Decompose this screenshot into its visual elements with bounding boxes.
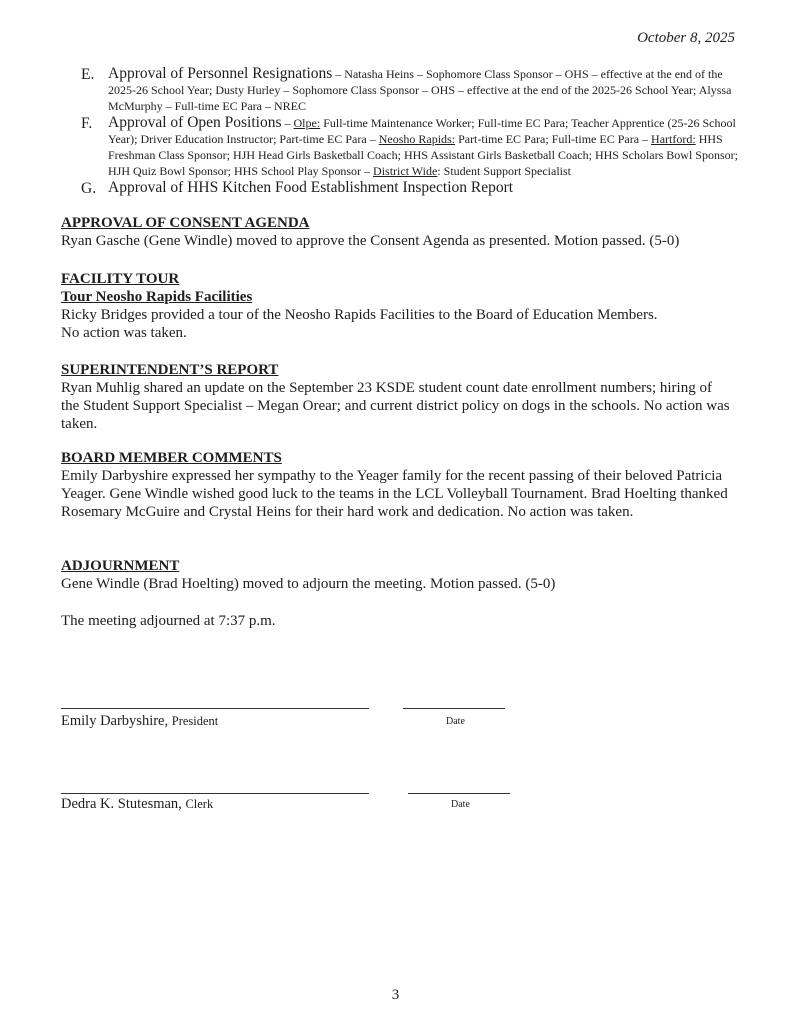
agenda-item-detail: Full-time Maintenance Worker; Full-time EC Para; Teacher Apprentice (25-26 School Year); Driver Education Instructor; Part-time EC Para –	[108, 116, 736, 146]
facility-tour-section	[61, 270, 731, 342]
agenda-item-g	[81, 180, 741, 198]
board-comments-heading: BOARD MEMBER COMMENTS	[61, 450, 282, 466]
adjournment-text: Gene Windle (Brad Hoelting) moved to adjourn the meeting. Motion passed. (5-0)	[61, 576, 556, 592]
agenda-item-detail: Part-time EC Para; Full-time EC Para –	[455, 132, 652, 146]
page-number: 3	[391, 987, 400, 1003]
adjournment-heading: ADJOURNMENT	[61, 558, 180, 574]
consent-agenda-text: Ryan Gasche (Gene Windle) moved to approve the Consent Agenda as presented. Motion passed. (5-0)	[61, 233, 680, 249]
signer-name: Emily Darbyshire,	[61, 713, 169, 729]
document-date: October 8, 2025	[637, 30, 735, 46]
agenda-item-detail: : Student Support Specialist	[437, 164, 571, 178]
facility-tour-action: No action was taken.	[61, 325, 187, 341]
board-comments-section	[61, 449, 731, 521]
date-line-clerk	[408, 793, 510, 794]
agenda-item-detail: – Natasha Heins – Sophomore Class Sponsor – OHS – effective at the end of the 2025-26 School Year; Dusty Hurley – Sophomore Class Sponsor – OHS – effective at the end of the 2025-26 School Year; Alyssa McMurphy – Full-time EC Para – NREC	[108, 67, 732, 113]
location-label-hartford: Hartford:	[651, 132, 696, 146]
superintendent-report-section	[61, 361, 731, 433]
agenda-items-list	[81, 66, 741, 199]
agenda-item-letter: F.	[81, 115, 93, 132]
facility-tour-text: Ricky Bridges provided a tour of the Neosho Rapids Facilities to the Board of Education Members.	[61, 307, 658, 323]
signer-name: Dedra K. Stutesman,	[61, 796, 182, 812]
agenda-item-text	[108, 180, 741, 198]
agenda-item-letter: G.	[81, 180, 97, 197]
agenda-item-detail: –	[281, 116, 294, 130]
signer-role: Clerk	[185, 797, 214, 811]
date-line-president	[403, 708, 505, 709]
signature-line-clerk	[61, 793, 369, 794]
signature-label-clerk	[61, 796, 213, 813]
agenda-item-detail: HHS Freshman Class Sponsor; HJH Head Girls Basketball Coach; HHS Assistant Girls Basketball Coach; HHS Scholars Bowl Sponsor; HJH Quiz Bowl Sponsor; HHS School Play Sponsor –	[108, 132, 738, 178]
signature-label-president	[61, 713, 218, 730]
agenda-item-lead: Approval of HHS Kitchen Food Establishment Inspection Report	[108, 179, 514, 196]
consent-agenda-heading: APPROVAL OF CONSENT AGENDA	[61, 215, 310, 231]
superintendent-report-text: Ryan Muhlig shared an update on the September 23 KSDE student count date enrollment numbers; hiring of the Student Support Specialist – Megan Orear; and current district policy on dogs in the schools. No action was taken.	[61, 380, 730, 432]
superintendent-report-heading: SUPERINTENDENT’S REPORT	[61, 362, 279, 378]
consent-agenda-section	[61, 214, 731, 250]
agenda-item-e	[81, 66, 741, 114]
facility-tour-subheading: Tour Neosho Rapids Facilities	[61, 289, 253, 305]
location-label-neosho-rapids: Neosho Rapids:	[378, 132, 456, 146]
facility-tour-heading: FACILITY TOUR	[61, 271, 180, 287]
date-label-clerk: Date	[451, 799, 470, 810]
date-label-president: Date	[446, 716, 465, 727]
signature-line-president	[61, 708, 369, 709]
adjournment-section	[61, 557, 731, 593]
agenda-item-lead: Approval of Personnel Resignations	[108, 65, 333, 82]
agenda-item-lead: Approval of Open Positions	[108, 114, 282, 131]
signer-role: President	[171, 714, 219, 728]
agenda-item-text	[108, 115, 741, 179]
agenda-item-text	[108, 66, 741, 114]
board-comments-text: Emily Darbyshire expressed her sympathy to the Yeager family for the recent passing of their beloved Patricia Yeager. Gene Windle wished good luck to the teams in the LCL Volleyball Tournament. Brad Hoelting thanked Rosemary McGuire and Crystal Heins for their hard work and dedication. No action was taken.	[61, 468, 728, 520]
adjournment-time: The meeting adjourned at 7:37 p.m.	[61, 613, 276, 629]
agenda-item-letter: E.	[81, 66, 95, 83]
agenda-item-f	[81, 115, 741, 179]
location-label-olpe: Olpe:	[293, 116, 321, 130]
location-label-district-wide: District Wide	[373, 164, 438, 178]
